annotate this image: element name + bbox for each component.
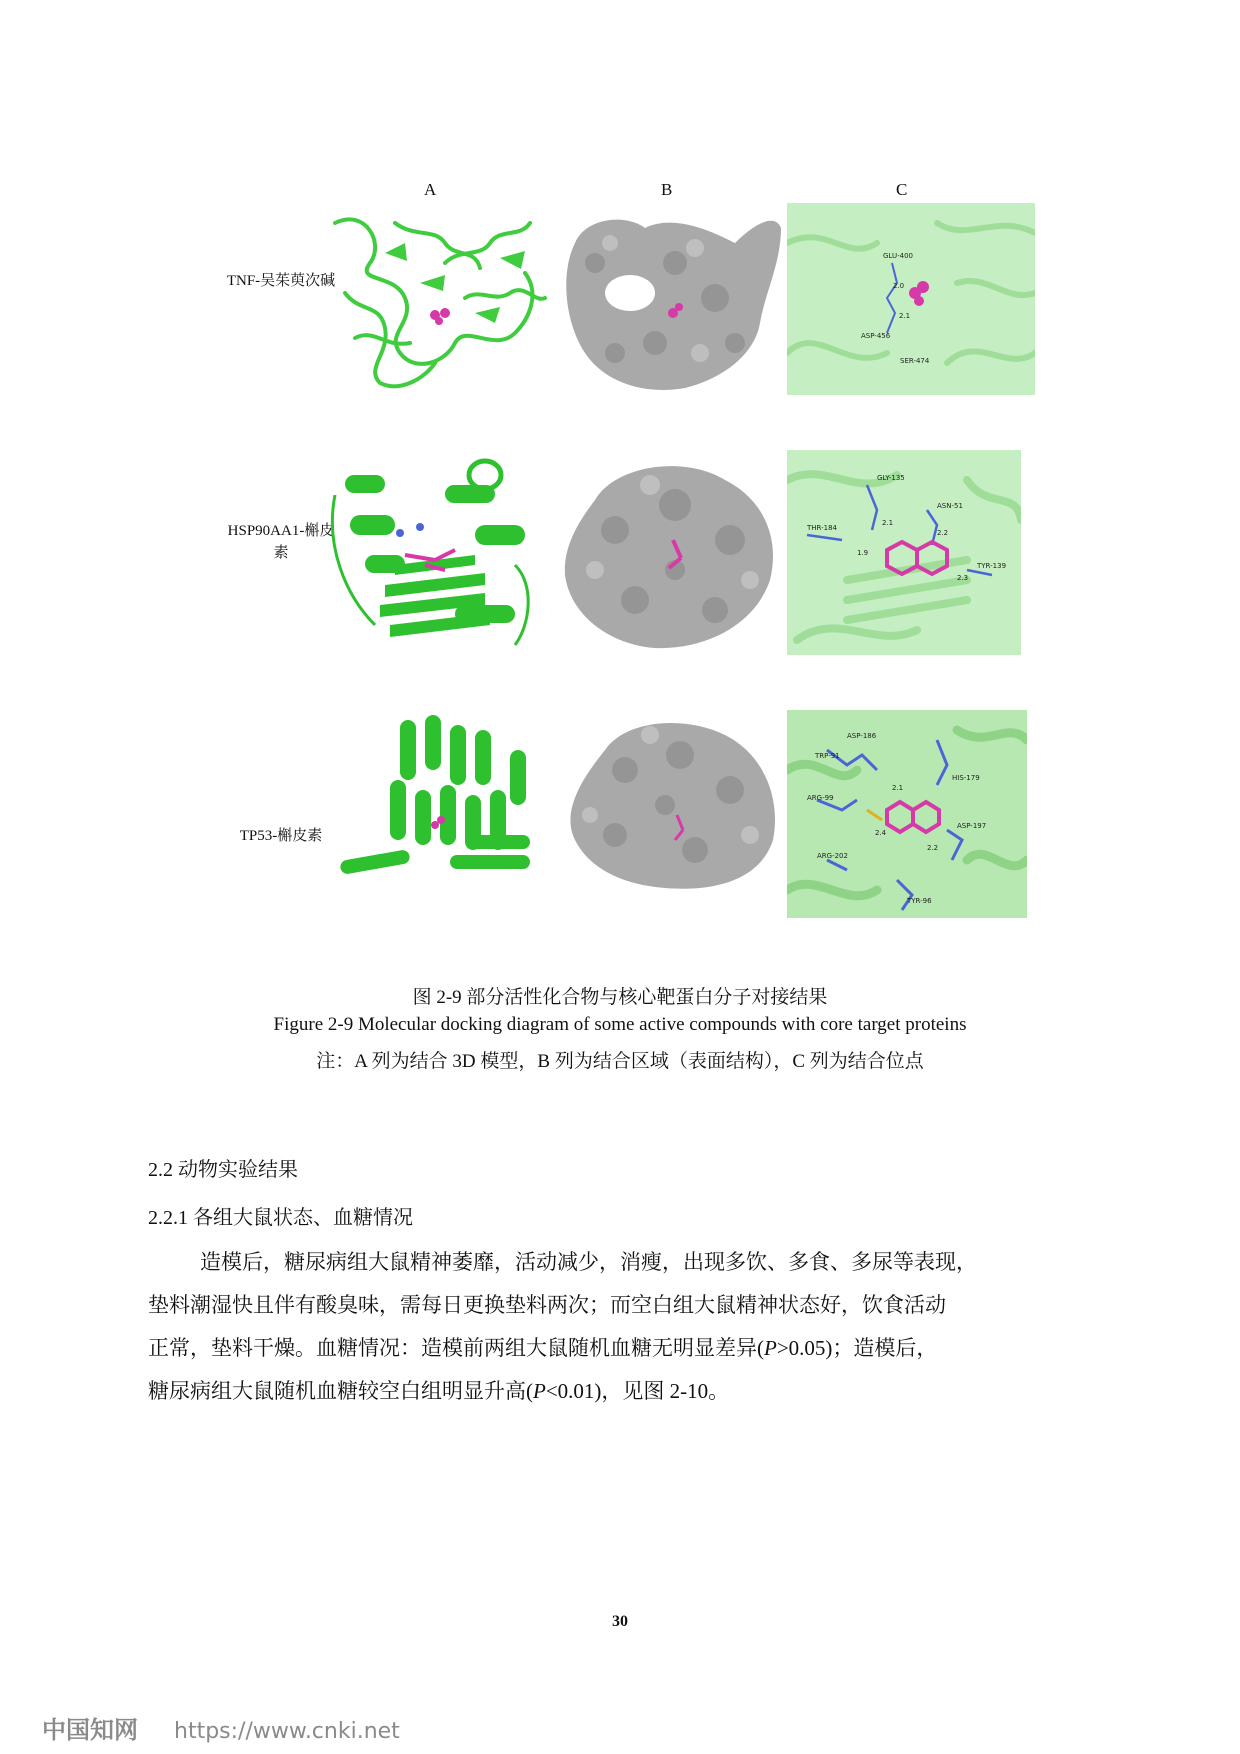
- paragraph-line-1: 造模后，糖尿病组大鼠精神萎靡，活动减少，消瘦，出现多饮、多食、多尿等表现，: [200, 1250, 977, 1274]
- row-label-hsp90aa1: HSP90AA1-槲皮素: [227, 523, 335, 561]
- svg-text:GLU-400: GLU-400: [883, 252, 913, 260]
- body-paragraph: [148, 1241, 1098, 1413]
- panel-c3-binding-site: [787, 710, 1027, 918]
- panel-a3-cartoon-model: [340, 710, 545, 890]
- svg-text:2.0: 2.0: [893, 282, 905, 290]
- figure-note: 注：A 列为结合 3D 模型，B 列为结合区域（表面结构），C 列为结合位点: [316, 1051, 924, 1072]
- svg-text:2.2: 2.2: [927, 844, 939, 852]
- svg-text:ASN-51: ASN-51: [937, 502, 963, 510]
- svg-text:2.1: 2.1: [882, 519, 894, 527]
- svg-text:TRP-91: TRP-91: [815, 752, 840, 760]
- panel-b3-surface-model: [555, 710, 783, 895]
- paragraph-line-3: 正常，垫料干燥。血糖情况：造模前两组大鼠随机血糖无明显差异(P>0.05)；造模后，: [148, 1336, 938, 1360]
- svg-text:ASP-456: ASP-456: [861, 332, 891, 340]
- svg-text:ARG-99: ARG-99: [807, 794, 834, 802]
- svg-text:2.2: 2.2: [937, 529, 949, 537]
- panel-c2-binding-site: [787, 450, 1021, 655]
- svg-text:GLY-135: GLY-135: [877, 474, 905, 482]
- page-number: 30: [612, 1613, 628, 1630]
- svg-text:TYR-96: TYR-96: [907, 897, 932, 905]
- section-heading: 2.2 动物实验结果: [148, 1159, 298, 1181]
- svg-text:TYR-139: TYR-139: [977, 562, 1007, 570]
- svg-text:SER-474: SER-474: [900, 357, 930, 365]
- column-header-b: B: [661, 180, 673, 199]
- figure-caption-cn: 图 2-9 部分活性化合物与核心靶蛋白分子对接结果: [412, 987, 828, 1008]
- paragraph-line-4: 糖尿病组大鼠随机血糖较空白组明显升高(P<0.01)，见图 2-10。: [148, 1379, 730, 1403]
- column-header-c: C: [896, 180, 908, 199]
- svg-text:THR-184: THR-184: [807, 524, 838, 532]
- svg-text:2.1: 2.1: [899, 312, 911, 320]
- svg-text:ARG-202: ARG-202: [817, 852, 848, 860]
- panel-a1-cartoon-model: [325, 203, 551, 395]
- subsection-heading: 2.2.1 各组大鼠状态、血糖情况: [148, 1207, 413, 1229]
- panel-b1-surface-model: [555, 203, 783, 395]
- svg-text:ASP-197: ASP-197: [957, 822, 987, 830]
- svg-text:1.9: 1.9: [857, 549, 869, 557]
- row-label-tp53: TP53-槲皮素: [239, 828, 323, 844]
- panel-c1-binding-site: [787, 203, 1035, 395]
- watermark-url: https://www.cnki.net: [174, 1719, 400, 1744]
- svg-text:2.1: 2.1: [892, 784, 904, 792]
- watermark-logo: 中国知网: [42, 1716, 138, 1744]
- svg-text:ASP-186: ASP-186: [847, 732, 877, 740]
- row-label-tnf: TNF-吴茱萸次碱: [226, 273, 336, 289]
- panel-a2-cartoon-model: [325, 455, 547, 650]
- column-header-a: A: [424, 180, 437, 199]
- figure-caption-en: Figure 2-9 Molecular docking diagram of some active compounds with core target proteins: [273, 1014, 967, 1035]
- paragraph-line-2: 垫料潮湿快且伴有酸臭味，需每日更换垫料两次；而空白组大鼠精神状态好，饮食活动: [148, 1293, 946, 1317]
- svg-text:HIS-179: HIS-179: [952, 774, 980, 782]
- cnki-watermark: [42, 1710, 400, 1745]
- panel-b2-surface-model: [555, 450, 783, 655]
- svg-text:2.4: 2.4: [875, 829, 887, 837]
- svg-text:2.3: 2.3: [957, 574, 969, 582]
